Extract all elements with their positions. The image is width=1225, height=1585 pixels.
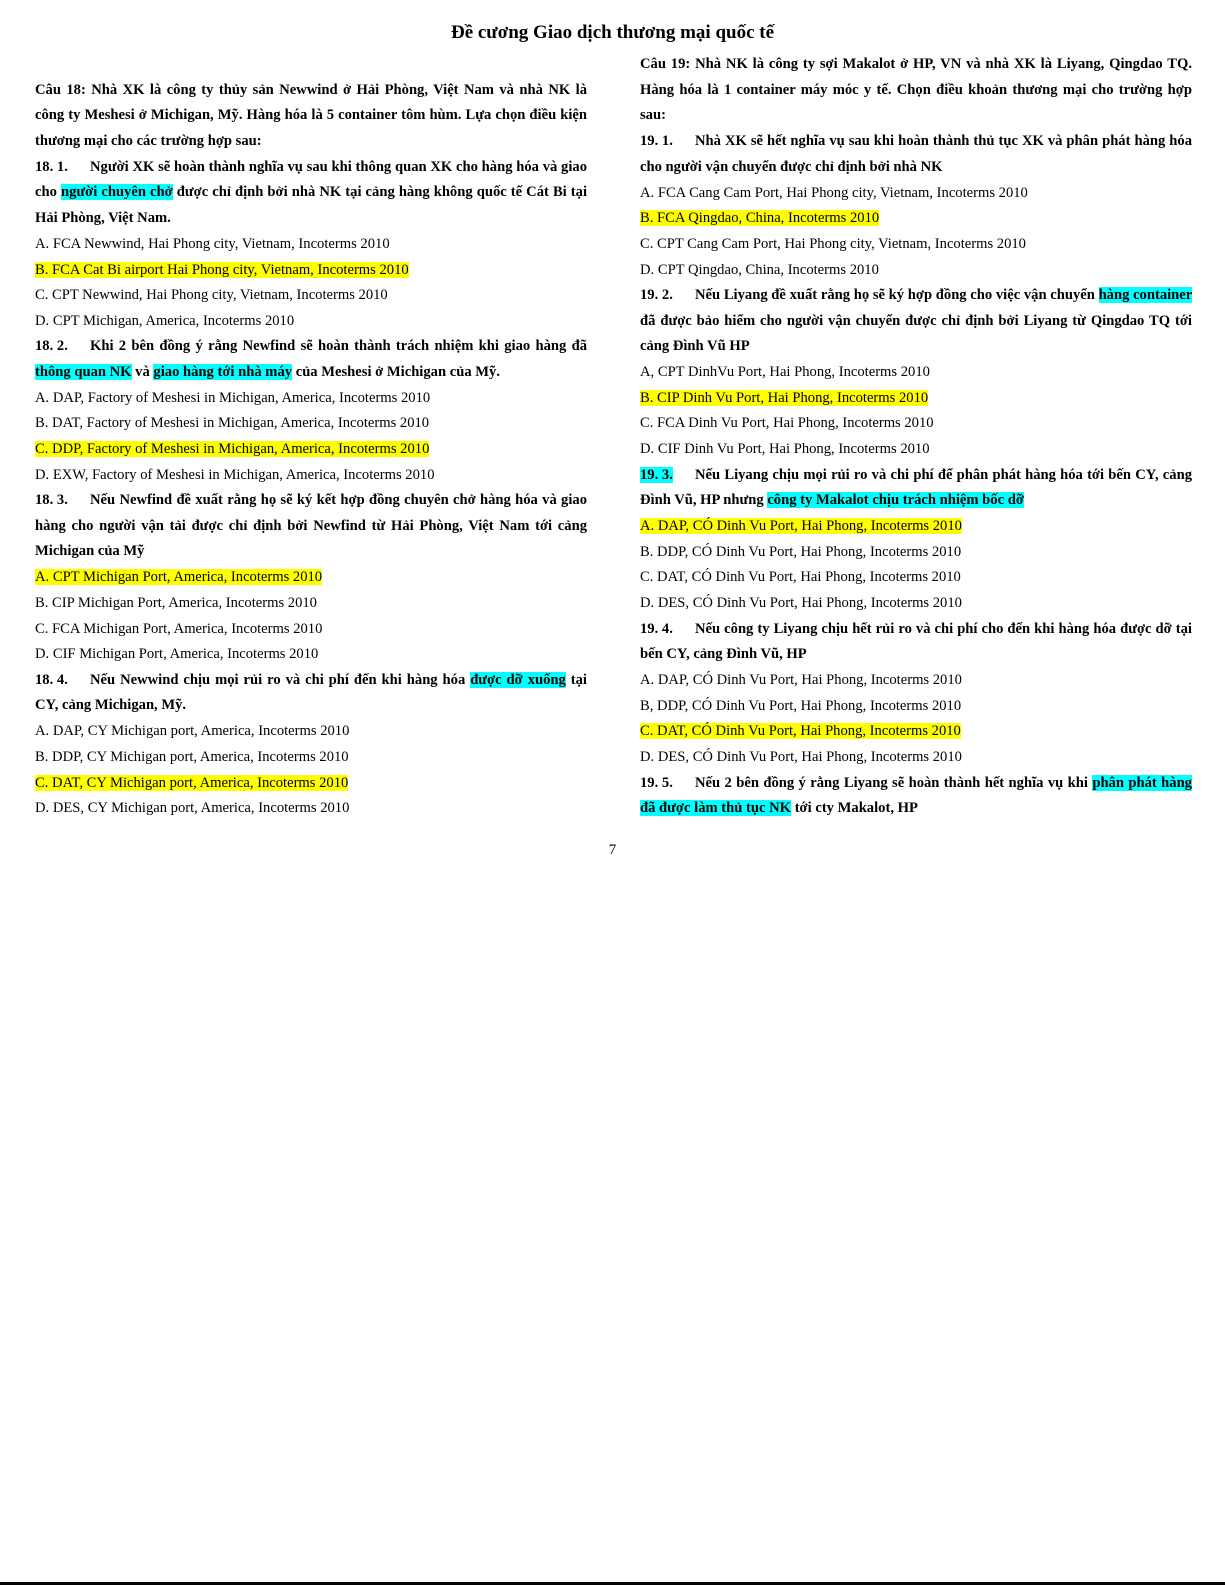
option-19-1-d: D. CPT Qingdao, China, Incoterms 2010: [640, 261, 879, 278]
option-19-3-c: C. DAT, CÓ Dinh Vu Port, Hai Phong, Incoterms 2010: [640, 569, 961, 586]
answer-highlight: C. DAT, CY Michigan port, America, Incoterms 2010: [35, 774, 349, 791]
subquestion-number: 19. 1.: [640, 133, 673, 150]
subquestion-text: Người XK sẽ hoàn thành nghĩa vụ sau khi thông quan XK cho hàng hóa và giao cho: [35, 158, 587, 201]
option-19-2-d: D. CIF Dinh Vu Port, Hai Phong, Incoterms 2010: [640, 441, 930, 458]
option-19-3-a: [640, 514, 1192, 540]
subquestion-number: 18. 1.: [35, 158, 68, 175]
keyword-highlight: giao hàng tới nhà máy: [153, 363, 293, 380]
option-18-2-a: A. DAP, Factory of Meshesi in Michigan, America, Incoterms 2010: [35, 389, 431, 406]
keyword-highlight: hàng container: [1098, 287, 1192, 304]
option-18-3-d: D. CIF Michigan Port, America, Incoterms 2010: [35, 646, 319, 663]
option-18-3-b: B. CIP Michigan Port, America, Incoterms 2010: [35, 595, 317, 612]
option-19-2-c: C. FCA Dinh Vu Port, Hai Phong, Incoterms 2010: [640, 415, 934, 432]
answer-highlight: B. FCA Qingdao, China, Incoterms 2010: [640, 210, 880, 227]
subquestion-19-5: [640, 771, 1192, 822]
question-19-intro: Câu 19: Nhà NK là công ty sợi Makalot ở HP, VN và nhà XK là Liyang, Qingdao TQ. Hàng hóa là 1 container máy móc y tế. Chọn điều khoản thương mại cho trường hợp sau:: [640, 56, 1192, 124]
option-19-4-d: D. DES, CÓ Dinh Vu Port, Hai Phong, Incoterms 2010: [640, 748, 962, 765]
option-18-2-c: [35, 437, 587, 463]
option-19-2-b: [640, 386, 1192, 412]
subquestion-text: Nếu Newwind chịu mọi rủi ro và chi phí đến khi hàng hóa: [90, 671, 471, 688]
subquestion-number: 19. 2.: [640, 287, 673, 304]
subquestion-text: Nếu Newfind đề xuất rằng họ sẽ ký kết hợp đồng chuyên chở hàng hóa và giao hàng cho người vận tải được chỉ định bởi Newfind từ Hải Phòng, Việt Nam tới cảng Michigan của Mỹ: [35, 492, 587, 560]
subquestion-18-3: [35, 488, 587, 565]
subquestion-text: Nhà XK sẽ hết nghĩa vụ sau khi hoàn thành thủ tục XK và phân phát hàng hóa cho người vận chuyển được chỉ định bởi nhà NK: [640, 133, 1192, 175]
keyword-highlight: người chuyên chở: [60, 184, 173, 201]
subquestion-18-4: [35, 668, 587, 719]
subquestion-19-4: [640, 617, 1192, 668]
subquestion-text: Nếu công ty Liyang chịu hết rủi ro và chi phí cho đến khi hàng hóa được dỡ tại bến CY, cảng Đình Vũ, HP: [640, 620, 1192, 663]
subquestion-number: 19. 5.: [640, 774, 673, 791]
option-18-4-d: D. DES, CY Michigan port, America, Incoterms 2010: [35, 800, 350, 817]
subquestion-number: 18. 3.: [35, 492, 68, 509]
option-18-1-c: C. CPT Newwind, Hai Phong city, Vietnam, Incoterms 2010: [35, 287, 388, 304]
option-19-1-b: [640, 206, 1192, 232]
subquestion-18-1: [35, 155, 587, 232]
subquestion-number: 18. 4.: [35, 671, 68, 688]
option-19-4-c: [640, 719, 1192, 745]
subquestion-text: Khi 2 bên đồng ý rằng Newfind sẽ hoàn thành trách nhiệm khi giao hàng đã: [90, 338, 587, 355]
option-18-2-d: D. EXW, Factory of Meshesi in Michigan, America, Incoterms 2010: [35, 466, 435, 483]
keyword-highlight: 19. 3.: [640, 466, 673, 483]
subquestion-text: được chỉ định bởi nhà NK tại cảng hàng không quốc tế Cát Bi tại Hải Phòng, Việt Nam.: [35, 184, 588, 226]
option-19-4-b: B, DDP, CÓ Dinh Vu Port, Hai Phong, Incoterms 2010: [640, 697, 962, 714]
option-18-3-c: C. FCA Michigan Port, America, Incoterms 2010: [35, 620, 323, 637]
subquestion-text: Nếu Liyang đề xuất rằng họ sẽ ký hợp đồng cho việc vận chuyển: [695, 287, 1099, 304]
option-18-3-a: [35, 565, 587, 591]
right-column: [640, 52, 1192, 822]
option-18-2-b: B. DAT, Factory of Meshesi in Michigan, America, Incoterms 2010: [35, 415, 430, 432]
option-19-4-a: A. DAP, CÓ Dinh Vu Port, Hai Phong, Incoterms 2010: [640, 672, 962, 689]
subquestion-number: 19. 4.: [640, 620, 673, 637]
subquestion-18-2: [35, 334, 587, 385]
option-18-1-d: D. CPT Michigan, America, Incoterms 2010: [35, 312, 295, 329]
page-number: 7: [608, 842, 617, 858]
option-19-3-d: D. DES, CÓ Dinh Vu Port, Hai Phong, Incoterms 2010: [640, 595, 962, 612]
subquestion-text: và: [131, 363, 154, 380]
answer-highlight: A. CPT Michigan Port, America, Incoterms 2010: [35, 569, 323, 586]
subquestion-text: Nếu 2 bên đồng ý rằng Liyang sẽ hoàn thành hết nghĩa vụ khi: [695, 774, 1093, 791]
subquestion-text: tại CY, cảng Michigan, Mỹ.: [35, 671, 587, 714]
option-18-4-b: B. DDP, CY Michigan port, America, Incoterms 2010: [35, 748, 349, 765]
option-18-1-a: A. FCA Newwind, Hai Phong city, Vietnam, Incoterms 2010: [35, 235, 390, 252]
option-18-4-a: A. DAP, CY Michigan port, America, Incoterms 2010: [35, 723, 350, 740]
answer-highlight: B. FCA Cat Bi airport Hai Phong city, Vietnam, Incoterms 2010: [35, 261, 409, 278]
subquestion-19-2: [640, 283, 1192, 360]
answer-highlight: C. DDP, Factory of Meshesi in Michigan, America, Incoterms 2010: [35, 441, 430, 458]
keyword-highlight: được dỡ xuống: [470, 671, 566, 688]
subquestion-text: đã được bảo hiểm cho người vận chuyển được chỉ định bởi Liyang từ Qingdao TQ tới cảng Đình Vũ HP: [640, 312, 1192, 355]
subquestion-number: [640, 463, 695, 489]
subquestion-19-3: [640, 463, 1192, 514]
keyword-highlight: thông quan NK: [35, 363, 132, 380]
option-19-1-c: C. CPT Cang Cam Port, Hai Phong city, Vietnam, Incoterms 2010: [640, 235, 1026, 252]
keyword-highlight: phân phát hàng đã được làm thủ tục NK: [640, 774, 1192, 817]
option-18-4-c: [35, 771, 587, 797]
subquestion-text: Nếu Liyang chịu mọi rủi ro và chi phí để phân phát hàng hóa tới bến CY, cảng Đình Vũ, HP nhưng: [640, 466, 1192, 509]
question-18-intro: Câu 18: Nhà XK là công ty thủy sản Newwind ở Hải Phòng, Việt Nam và nhà NK là công ty Meshesi ở Michigan, Mỹ. Hàng hóa là 5 container tôm hùm. Lựa chọn điều kiện thương mại cho các trường hợp sau:: [35, 81, 587, 149]
option-19-3-b: B. DDP, CÓ Dinh Vu Port, Hai Phong, Incoterms 2010: [640, 543, 962, 560]
keyword-highlight: công ty Makalot chịu trách nhiệm bốc dỡ: [767, 492, 1024, 509]
subquestion-text: tới cty Makalot, HP: [791, 800, 918, 817]
answer-highlight: C. DAT, CÓ Dinh Vu Port, Hai Phong, Incoterms 2010: [640, 723, 961, 740]
document-title: Đề cương Giao dịch thương mại quốc tế: [450, 22, 775, 43]
subquestion-number: 18. 2.: [35, 338, 68, 355]
subquestion-19-1: [640, 129, 1192, 180]
option-18-1-b: [35, 258, 587, 284]
answer-highlight: A. DAP, CÓ Dinh Vu Port, Hai Phong, Incoterms 2010: [640, 518, 962, 535]
left-column: [35, 52, 587, 822]
option-19-2-a: A, CPT DinhVu Port, Hai Phong, Incoterms 2010: [640, 364, 930, 381]
option-19-1-a: A. FCA Cang Cam Port, Hai Phong city, Vietnam, Incoterms 2010: [640, 184, 1028, 201]
answer-highlight: B. CIP Dinh Vu Port, Hai Phong, Incoterms 2010: [640, 389, 929, 406]
subquestion-text: của Meshesi ở Michigan của Mỹ.: [292, 363, 500, 380]
